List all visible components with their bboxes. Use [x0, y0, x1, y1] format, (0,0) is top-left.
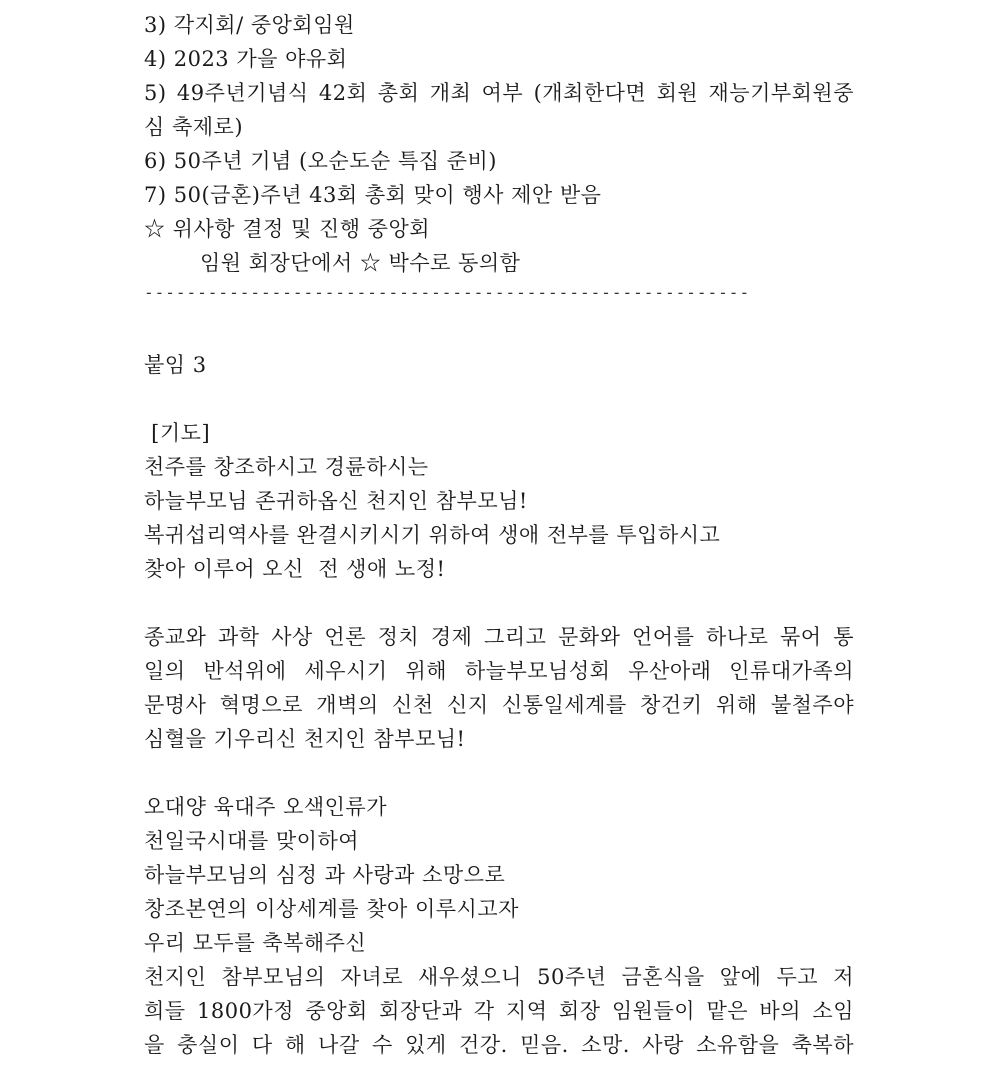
section-divider: --------------------------------------------------------- [144, 283, 751, 302]
agenda-item-7: 7) 50(금혼)주년 43회 총회 맞이 행사 제안 받음 [144, 183, 602, 207]
agenda-item-6: 6) 50주년 기념 (오순도순 특집 준비) [144, 149, 497, 173]
prayer-line: 희들 1800가정 중앙회 회장단과 각 지역 회장 임원들이 맡은 바의 소임 [144, 999, 854, 1023]
prayer-line: 천지인 참부모님의 자녀로 새우셨으니 50주년 금혼식을 앞에 두고 저 [144, 965, 854, 989]
prayer-line: 오대양 육대주 오색인류가 [144, 795, 387, 819]
spacer [144, 382, 984, 416]
spacer [144, 586, 984, 620]
prayer-line: 천일국시대를 맞이하여 [144, 829, 360, 853]
prayer-line: 종교와 과학 사상 언론 정치 경제 그리고 문화와 언어를 하나로 묶어 통 [144, 625, 854, 649]
prayer-line: 창조본연의 이상세계를 찾아 이루시고자 [144, 897, 519, 921]
spacer [144, 314, 984, 348]
prayer-line: 우리 모두를 축복해주신 [144, 931, 367, 955]
agenda-item-4: 4) 2023 가을 야유회 [144, 47, 348, 71]
prayer-line: 하늘부모님의 심정 과 사랑과 소망으로 [144, 863, 506, 887]
agenda-decision-note: ☆ 위사항 결정 및 진행 중앙회 [144, 217, 431, 241]
prayer-line: 하늘부모님 존귀하옵신 천지인 참부모님! [144, 489, 528, 513]
prayer-line: 천주를 창조하시고 경륜하시는 [144, 455, 429, 479]
prayer-line: 문명사 혁명으로 개벽의 신천 신지 신통일세계를 창건키 위해 불철주야 [144, 693, 854, 717]
attachment-title: 붙임 3 [144, 353, 207, 377]
agenda-item-3: 3) 각지회/ 중앙회임원 [144, 13, 355, 37]
prayer-heading: [기도] [144, 421, 211, 445]
prayer-line: 심혈을 기우리신 천지인 참부모님! [144, 727, 466, 751]
agenda-decision-note-continued: 임원 회장단에서 ☆ 박수로 동의함 [200, 251, 521, 275]
prayer-line: 복귀섭리역사를 완결시키시기 위하여 생애 전부를 투입하시고 [144, 523, 721, 547]
agenda-item-5: 5) 49주년기념식 42회 총회 개최 여부 (개최한다면 회원 재능기부회원중 [144, 81, 854, 105]
agenda-item-5-continued: 심 축제로) [144, 115, 244, 139]
prayer-line: 찾아 이루어 오신 전 생애 노정! [144, 557, 446, 581]
spacer [144, 756, 984, 790]
prayer-line: 일의 반석위에 세우시기 위해 하늘부모님성회 우산아래 인류대가족의 [144, 659, 854, 683]
prayer-line: 을 충실이 다 해 나갈 수 있게 건강. 믿음. 소망. 사랑 소유함을 축복하 [144, 1033, 854, 1057]
